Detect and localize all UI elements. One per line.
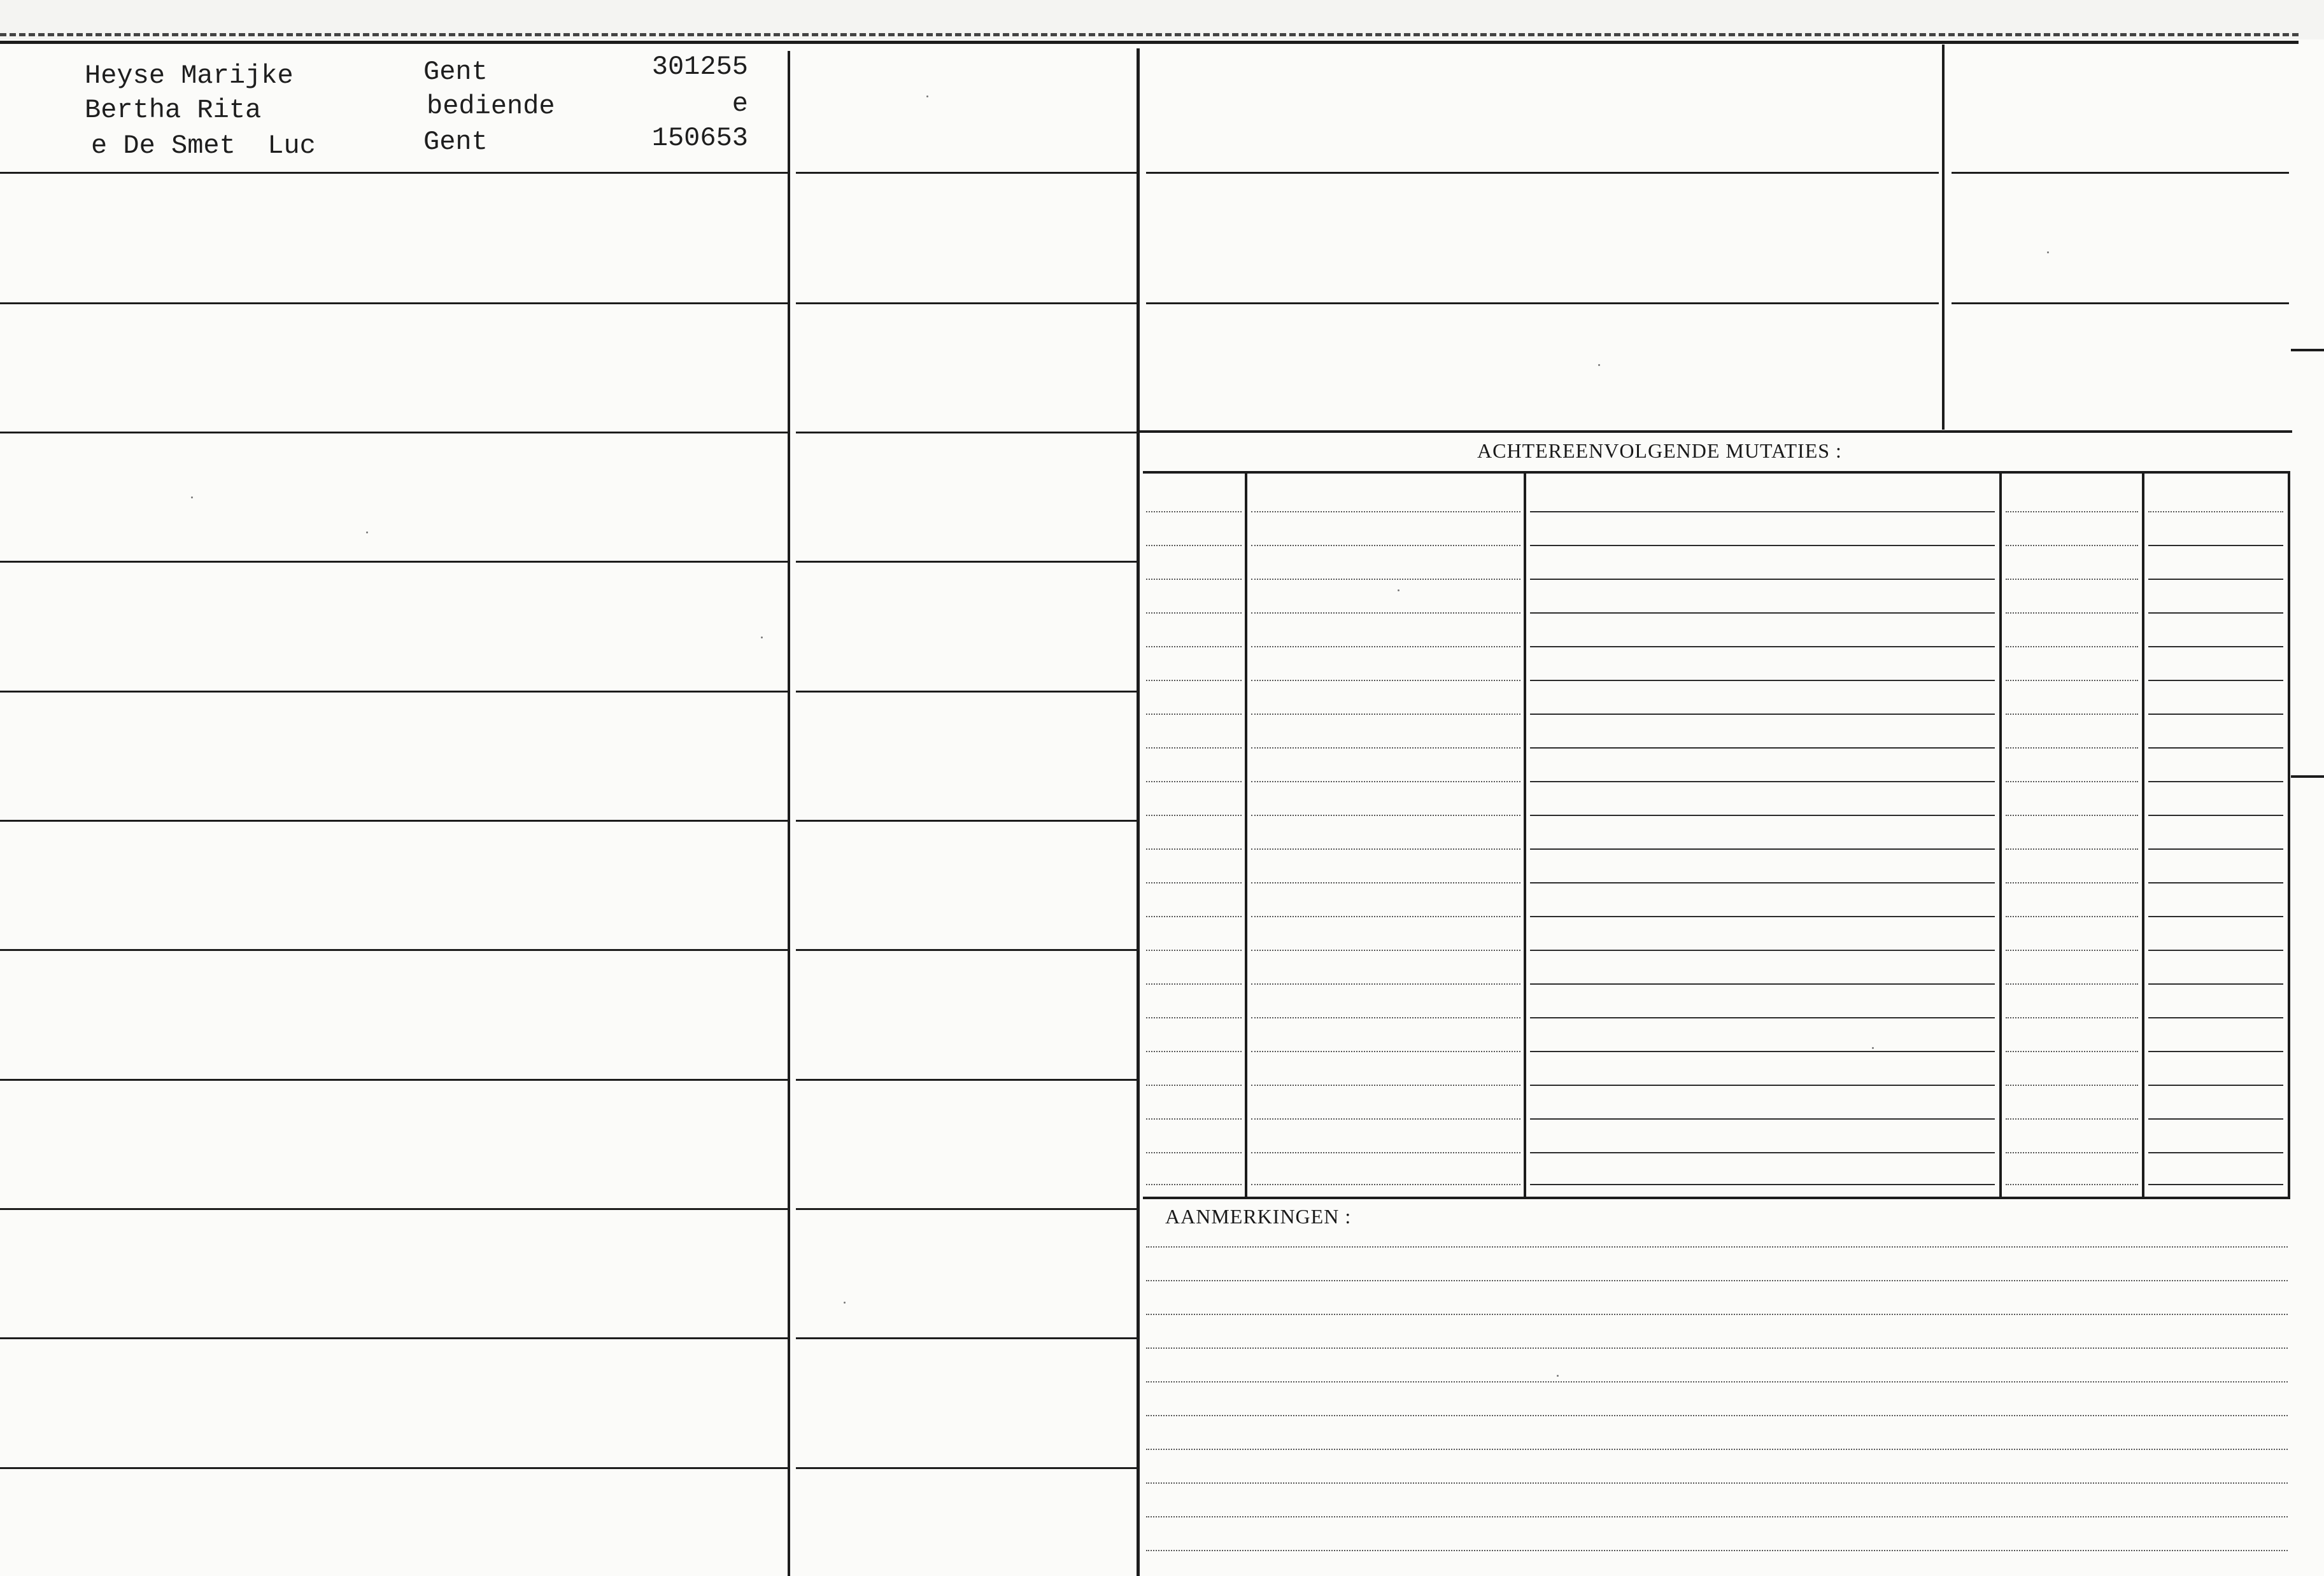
mutation-row-line <box>1251 848 1520 850</box>
mutation-row-line <box>2148 646 2283 647</box>
row-line <box>0 1079 788 1081</box>
mutation-row-line <box>1251 815 1520 816</box>
scan-speck <box>926 95 928 97</box>
mutations-col-divider <box>2142 472 2144 1198</box>
mutation-row-line <box>2148 1152 2283 1153</box>
mutation-row-line <box>1251 646 1520 647</box>
mutation-row-line <box>2006 815 2138 816</box>
row-line <box>0 1467 788 1469</box>
mutation-row-line <box>1251 680 1520 681</box>
mutation-row-line <box>2006 950 2138 951</box>
remarks-line <box>1146 1550 2288 1551</box>
scan-speck <box>191 496 193 498</box>
mutation-row-line <box>1146 916 1242 917</box>
mutation-row-line <box>2006 680 2138 681</box>
top-dashed-border <box>0 33 2299 36</box>
remarks-line <box>1146 1347 2288 1349</box>
mutation-row-line <box>1251 1152 1520 1153</box>
mutation-row-line <box>1530 1085 1995 1086</box>
mutation-row-line <box>1146 747 1242 749</box>
mutation-row-line <box>1251 882 1520 883</box>
mutation-row-line <box>1530 545 1995 546</box>
upper-right-divider <box>1942 45 1945 430</box>
mutation-row-line <box>1251 950 1520 951</box>
mutation-row-line <box>1146 1152 1242 1153</box>
row-line <box>796 1208 1137 1210</box>
mutation-row-line <box>2006 545 2138 546</box>
remarks-line <box>1146 1246 2288 1248</box>
scan-speck <box>1598 364 1600 366</box>
mutation-row-line <box>2148 1017 2283 1018</box>
mutation-row-line <box>1530 882 1995 883</box>
mutation-row-line <box>2148 680 2283 681</box>
mutation-row-line <box>2148 781 2283 782</box>
mutation-row-line <box>2148 1118 2283 1120</box>
row-line <box>0 1208 788 1210</box>
mutation-row-line <box>1251 579 1520 580</box>
mutation-row-line <box>1530 680 1995 681</box>
mutation-row-line <box>2006 882 2138 883</box>
number-line-3: 150653 <box>651 123 748 153</box>
remarks-line <box>1146 1314 2288 1315</box>
middle-column-divider <box>1137 48 1140 1576</box>
mutation-row-line <box>1530 511 1995 512</box>
mutation-row-line <box>1530 1184 1995 1185</box>
remarks-heading: AANMERKINGEN : <box>1165 1205 1352 1228</box>
mutation-row-line <box>2006 1051 2138 1052</box>
mutation-row-line <box>1530 714 1995 715</box>
mutation-row-line <box>1146 612 1242 614</box>
mutation-row-line <box>1530 781 1995 782</box>
mutation-row-line <box>1146 545 1242 546</box>
left-column-divider <box>788 51 790 1576</box>
mutations-col-divider <box>1524 472 1526 1198</box>
mutation-row-line <box>1146 983 1242 985</box>
number-line-2: e <box>732 88 748 119</box>
row-line <box>796 172 1137 174</box>
mutation-row-line <box>1146 815 1242 816</box>
mutations-heading: ACHTEREENVOLGENDE MUTATIES : <box>1477 439 1842 462</box>
mutation-row-line <box>2148 983 2283 985</box>
mutation-row-line <box>1146 1184 1242 1185</box>
row-line <box>796 561 1137 563</box>
remarks-line <box>1146 1280 2288 1281</box>
mutation-row-line <box>2006 916 2138 917</box>
mutation-row-line <box>1530 579 1995 580</box>
mutation-row-line <box>1146 950 1242 951</box>
mutation-row-line <box>2006 1118 2138 1120</box>
row-line <box>1952 172 2289 174</box>
mutation-row-line <box>2148 1051 2283 1052</box>
mutation-row-line <box>1251 781 1520 782</box>
scan-speck <box>844 1302 846 1304</box>
mutation-row-line <box>1146 781 1242 782</box>
mutation-row-line <box>1146 579 1242 580</box>
mutation-row-line <box>2148 916 2283 917</box>
mutation-row-line <box>1530 815 1995 816</box>
edge-mark <box>2291 775 2324 778</box>
mutations-right-edge <box>2288 471 2290 1199</box>
mutation-row-line <box>1530 983 1995 985</box>
row-line <box>0 820 788 822</box>
mutation-row-line <box>1530 612 1995 614</box>
mutation-row-line <box>1251 916 1520 917</box>
mutation-row-line <box>2148 815 2283 816</box>
mutation-row-line <box>1146 1051 1242 1052</box>
mutation-row-line <box>1251 1184 1520 1185</box>
remarks-line <box>1146 1482 2288 1484</box>
mutation-row-line <box>2006 1152 2138 1153</box>
place-line-1: Gent <box>423 57 488 87</box>
mutation-row-line <box>1251 1051 1520 1052</box>
row-line <box>1952 302 2289 304</box>
mutation-row-line <box>1146 882 1242 883</box>
row-line <box>796 691 1137 693</box>
row-line <box>796 820 1137 822</box>
mutation-row-line <box>2148 714 2283 715</box>
row-line <box>0 302 788 304</box>
mutation-row-line <box>1251 747 1520 749</box>
name-line-2: Bertha Rita <box>85 95 262 125</box>
mutations-table-top <box>1143 471 2289 474</box>
row-line <box>0 949 788 951</box>
mutation-row-line <box>2006 1017 2138 1018</box>
mutation-row-line <box>1530 646 1995 647</box>
mutation-row-line <box>2006 781 2138 782</box>
mutation-row-line <box>2148 579 2283 580</box>
occupation: bediende <box>427 91 555 122</box>
mutation-row-line <box>1530 1051 1995 1052</box>
name-line-1: Heyse Marijke <box>85 60 294 91</box>
mutation-row-line <box>1146 714 1242 715</box>
mutation-row-line <box>2148 612 2283 614</box>
top-border-line <box>0 41 2299 44</box>
mutation-row-line <box>1146 848 1242 850</box>
mutation-row-line <box>1251 1017 1520 1018</box>
row-line <box>796 302 1137 304</box>
scan-speck <box>2047 251 2049 253</box>
mutation-row-line <box>1251 983 1520 985</box>
mutation-row-line <box>2148 511 2283 512</box>
mutation-row-line <box>2148 747 2283 749</box>
row-line <box>0 172 788 174</box>
remarks-line <box>1146 1449 2288 1450</box>
mutation-row-line <box>1251 1085 1520 1086</box>
mutation-row-line <box>1251 1118 1520 1120</box>
mutation-row-line <box>2006 511 2138 512</box>
row-line <box>796 1337 1137 1339</box>
row-line <box>796 432 1137 433</box>
scan-speck <box>1872 1047 1874 1049</box>
row-line <box>0 561 788 563</box>
mutation-row-line <box>2148 882 2283 883</box>
mutation-row-line <box>2006 848 2138 850</box>
mutation-row-line <box>2148 1085 2283 1086</box>
row-line <box>1146 302 1939 304</box>
mutation-row-line <box>2006 747 2138 749</box>
mutation-row-line <box>1530 1152 1995 1153</box>
mutations-col-divider <box>1999 472 2002 1198</box>
mutation-row-line <box>1146 1085 1242 1086</box>
mutation-row-line <box>1251 545 1520 546</box>
mutation-row-line <box>1530 950 1995 951</box>
scan-speck <box>366 531 368 533</box>
mutation-row-line <box>1146 1118 1242 1120</box>
mutation-row-line <box>2006 646 2138 647</box>
remarks-line <box>1146 1381 2288 1383</box>
row-line <box>0 691 788 693</box>
mutation-row-line <box>2006 612 2138 614</box>
place-line-3: Gent <box>423 127 488 157</box>
row-line <box>796 1079 1137 1081</box>
row-line <box>0 432 788 433</box>
mutation-row-line <box>2006 1085 2138 1086</box>
mutation-row-line <box>2148 545 2283 546</box>
mutation-row-line <box>2148 848 2283 850</box>
row-line <box>0 1337 788 1339</box>
mutation-row-line <box>2006 983 2138 985</box>
mutation-row-line <box>2148 1184 2283 1185</box>
mutation-row-line <box>1530 916 1995 917</box>
mutation-row-line <box>1146 680 1242 681</box>
mutation-row-line <box>1251 612 1520 614</box>
mutation-row-line <box>1530 848 1995 850</box>
mutation-row-line <box>1146 646 1242 647</box>
mutation-row-line <box>2006 1184 2138 1185</box>
remarks-line <box>1146 1516 2288 1517</box>
mutation-row-line <box>1146 1017 1242 1018</box>
scan-speck <box>1398 589 1399 591</box>
row-line <box>796 949 1137 951</box>
scan-speck <box>761 637 763 638</box>
row-line <box>1146 172 1939 174</box>
remarks-line <box>1146 1415 2288 1416</box>
mutation-row-line <box>2006 714 2138 715</box>
mutation-row-line <box>1530 1017 1995 1018</box>
mutation-row-line <box>1530 747 1995 749</box>
mutation-row-line <box>1530 1118 1995 1120</box>
mutation-row-line <box>2006 579 2138 580</box>
mutations-top-line <box>1140 430 2292 433</box>
scan-speck <box>1557 1375 1559 1377</box>
name-line-3: e De Smet Luc <box>91 130 316 161</box>
row-line <box>796 1467 1137 1469</box>
mutation-row-line <box>1251 511 1520 512</box>
mutations-table-bottom <box>1143 1197 2289 1199</box>
number-line-1: 301255 <box>651 52 748 82</box>
edge-mark <box>2291 349 2324 351</box>
mutation-row-line <box>1251 714 1520 715</box>
mutation-row-line <box>2148 950 2283 951</box>
mutation-row-line <box>1146 511 1242 512</box>
mutations-col-divider <box>1245 472 1247 1198</box>
